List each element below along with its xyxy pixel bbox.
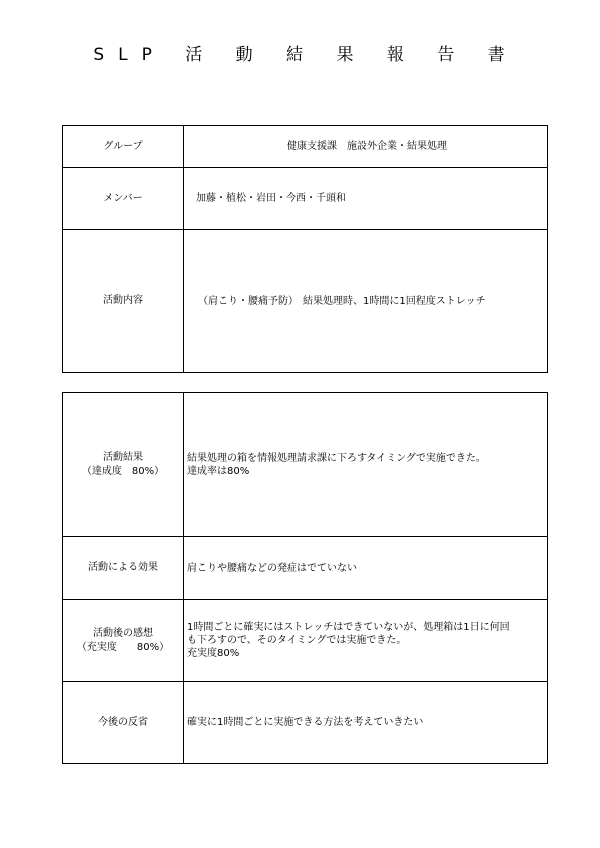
impression-value-line3: 充実度80%: [187, 648, 240, 659]
content-row: [63, 230, 548, 373]
impression-label-line1: 活動後の感想: [93, 627, 153, 639]
impression-label-line2: （充実度 80%）: [76, 641, 170, 653]
result-value-line1: 結果処理の箱を情報処理請求課に下ろすタイミングで実施できた。: [187, 452, 486, 464]
impression-value: [184, 600, 548, 682]
member-value: 加藤・植松・岩田・今西・千頭和: [184, 168, 548, 230]
member-label: メンバー: [63, 168, 184, 230]
effect-row: [63, 537, 548, 600]
reflection-row: [63, 682, 548, 764]
impression-value-line1: 1時間ごとに確実にはストレッチはできていないが、処理箱は1日に何回: [187, 622, 510, 633]
reflection-label: 今後の反省: [63, 682, 184, 764]
member-row: [63, 168, 548, 230]
impression-row: [63, 600, 548, 682]
content-value: （肩こり・腰痛予防） 結果処理時、1時間に1回程度ストレッチ: [184, 230, 548, 373]
effect-label: 活動による効果: [63, 537, 184, 600]
result-label-line2: （達成度 80%）: [81, 465, 165, 477]
activity-result-table: [62, 392, 548, 764]
impression-value-line2: も下ろすので、そのタイミングでは実施できた。: [187, 635, 407, 646]
group-value: 健康支援課 施設外企業・結果処理: [184, 126, 548, 168]
result-label-line1: 活動結果: [103, 451, 143, 463]
group-label: グループ: [63, 126, 184, 168]
result-row: [63, 393, 548, 537]
activity-overview-table: [62, 125, 548, 373]
effect-value: 肩こりや腰痛などの発症はでていない: [184, 537, 548, 600]
group-row: [63, 126, 548, 168]
impression-label: [63, 600, 184, 682]
document-title: SLP 活 動 結 果 報 告 書: [93, 45, 519, 65]
result-value-line2: 達成率は80%: [187, 465, 250, 477]
result-value: [184, 393, 548, 537]
content-label: 活動内容: [63, 230, 184, 373]
result-label: [63, 393, 184, 537]
reflection-value: 確実に1時間ごとに実施できる方法を考えていきたい: [184, 682, 548, 764]
